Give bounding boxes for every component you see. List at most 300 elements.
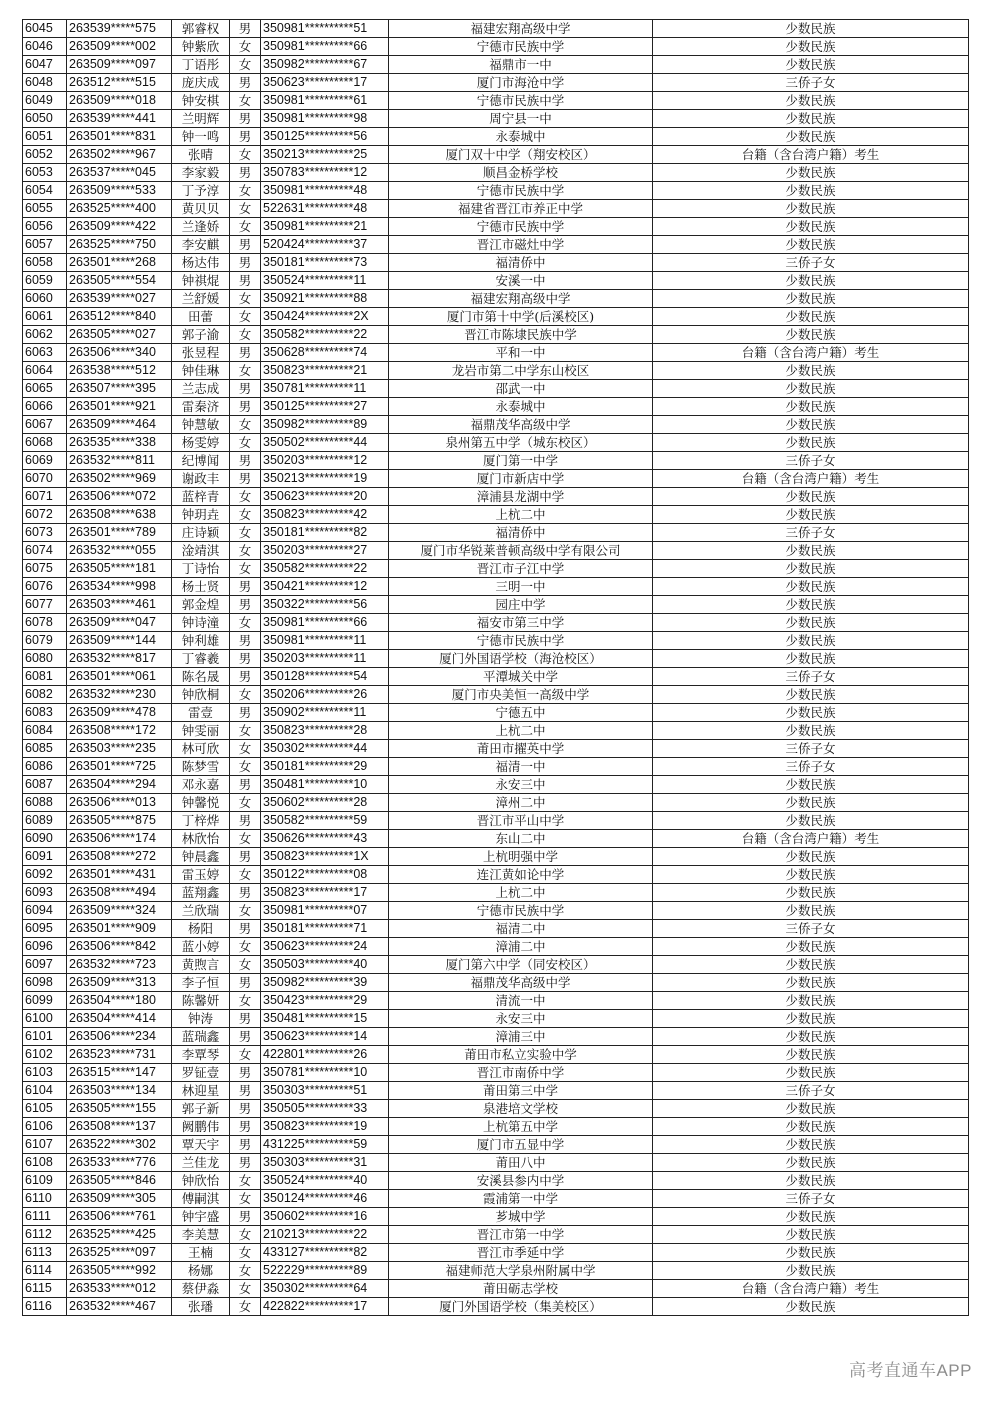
school-cell: 福清侨中 [389, 524, 653, 542]
exam-number-cell: 263507*****395 [67, 380, 172, 398]
serial-number-cell: 6068 [23, 434, 67, 452]
category-cell: 三侨子女 [653, 668, 969, 686]
table-row [23, 884, 969, 902]
school-cell: 厦门双十中学（翔安校区） [389, 146, 653, 164]
name-cell: 钟玥垚 [172, 506, 230, 524]
school-cell: 泉州第五中学（城东校区） [389, 434, 653, 452]
category-cell: 少数民族 [653, 974, 969, 992]
id-number-cell: 350524**********40 [261, 1172, 389, 1190]
table-row [23, 182, 969, 200]
table-row [23, 488, 969, 506]
school-cell: 福安市第三中学 [389, 614, 653, 632]
name-cell: 覃天宇 [172, 1136, 230, 1154]
exam-number-cell: 263532*****055 [67, 542, 172, 560]
table-row [23, 38, 969, 56]
table-row [23, 902, 969, 920]
id-number-cell: 350628**********74 [261, 344, 389, 362]
category-cell: 三侨子女 [653, 758, 969, 776]
gender-cell: 女 [230, 1172, 261, 1190]
table-row [23, 236, 969, 254]
school-cell: 莆田第三中学 [389, 1082, 653, 1100]
gender-cell: 女 [230, 794, 261, 812]
exam-number-cell: 263501*****909 [67, 920, 172, 938]
table-row [23, 776, 969, 794]
name-cell: 钟晨鑫 [172, 848, 230, 866]
table-row [23, 272, 969, 290]
table-row [23, 434, 969, 452]
serial-number-cell: 6075 [23, 560, 67, 578]
serial-number-cell: 6092 [23, 866, 67, 884]
id-number-cell: 350823**********17 [261, 884, 389, 902]
category-cell: 三侨子女 [653, 254, 969, 272]
exam-number-cell: 263505*****181 [67, 560, 172, 578]
id-number-cell: 350203**********11 [261, 650, 389, 668]
serial-number-cell: 6085 [23, 740, 67, 758]
gender-cell: 男 [230, 398, 261, 416]
school-cell: 宁德市民族中学 [389, 218, 653, 236]
serial-number-cell: 6108 [23, 1154, 67, 1172]
exam-number-cell: 263508*****494 [67, 884, 172, 902]
name-cell: 兰志成 [172, 380, 230, 398]
serial-number-cell: 6113 [23, 1244, 67, 1262]
school-cell: 永安三中 [389, 1010, 653, 1028]
exam-number-cell: 263506*****174 [67, 830, 172, 848]
name-cell: 阙鹏伟 [172, 1118, 230, 1136]
table-row [23, 1082, 969, 1100]
exam-number-cell: 263504*****414 [67, 1010, 172, 1028]
id-number-cell: 350981**********48 [261, 182, 389, 200]
id-number-cell: 350181**********82 [261, 524, 389, 542]
gender-cell: 女 [230, 416, 261, 434]
id-number-cell: 350781**********11 [261, 380, 389, 398]
name-cell: 钟欣怡 [172, 1172, 230, 1190]
table-row [23, 254, 969, 272]
student-list-table [22, 19, 969, 1316]
id-number-cell: 350602**********16 [261, 1208, 389, 1226]
table-row [23, 974, 969, 992]
serial-number-cell: 6115 [23, 1280, 67, 1298]
id-number-cell: 520424**********37 [261, 236, 389, 254]
gender-cell: 男 [230, 380, 261, 398]
school-cell: 福建宏翔高级中学 [389, 290, 653, 308]
table-row [23, 1118, 969, 1136]
gender-cell: 女 [230, 326, 261, 344]
name-cell: 雷玉婷 [172, 866, 230, 884]
name-cell: 张晴 [172, 146, 230, 164]
category-cell: 少数民族 [653, 326, 969, 344]
name-cell: 郭子新 [172, 1100, 230, 1118]
exam-number-cell: 263509*****018 [67, 92, 172, 110]
name-cell: 黄煦言 [172, 956, 230, 974]
name-cell: 田蕾 [172, 308, 230, 326]
table-row [23, 1100, 969, 1118]
table-row [23, 92, 969, 110]
serial-number-cell: 6101 [23, 1028, 67, 1046]
category-cell: 少数民族 [653, 596, 969, 614]
category-cell: 少数民族 [653, 236, 969, 254]
school-cell: 福鼎茂华高级中学 [389, 974, 653, 992]
serial-number-cell: 6065 [23, 380, 67, 398]
exam-number-cell: 263503*****235 [67, 740, 172, 758]
id-number-cell: 422801**********26 [261, 1046, 389, 1064]
school-cell: 安溪县参内中学 [389, 1172, 653, 1190]
table-row [23, 758, 969, 776]
name-cell: 林欣怡 [172, 830, 230, 848]
exam-number-cell: 263508*****172 [67, 722, 172, 740]
exam-number-cell: 263525*****400 [67, 200, 172, 218]
table-row [23, 1172, 969, 1190]
id-number-cell: 522229**********89 [261, 1262, 389, 1280]
id-number-cell: 350602**********28 [261, 794, 389, 812]
serial-number-cell: 6098 [23, 974, 67, 992]
id-number-cell: 350981**********11 [261, 632, 389, 650]
table-row [23, 290, 969, 308]
serial-number-cell: 6095 [23, 920, 67, 938]
category-cell: 少数民族 [653, 20, 969, 38]
school-cell: 莆田市私立实验中学 [389, 1046, 653, 1064]
name-cell: 李美慧 [172, 1226, 230, 1244]
category-cell: 少数民族 [653, 884, 969, 902]
school-cell: 霞浦第一中学 [389, 1190, 653, 1208]
category-cell: 少数民族 [653, 1172, 969, 1190]
exam-number-cell: 263515*****147 [67, 1064, 172, 1082]
category-cell: 三侨子女 [653, 1190, 969, 1208]
table-row [23, 992, 969, 1010]
id-number-cell: 350203**********12 [261, 452, 389, 470]
exam-number-cell: 263505*****554 [67, 272, 172, 290]
exam-number-cell: 263501*****431 [67, 866, 172, 884]
id-number-cell: 350421**********12 [261, 578, 389, 596]
category-cell: 三侨子女 [653, 1082, 969, 1100]
serial-number-cell: 6091 [23, 848, 67, 866]
gender-cell: 男 [230, 974, 261, 992]
exam-number-cell: 263509*****478 [67, 704, 172, 722]
exam-number-cell: 263505*****027 [67, 326, 172, 344]
school-cell: 顺昌金桥学校 [389, 164, 653, 182]
name-cell: 蓝小婷 [172, 938, 230, 956]
id-number-cell: 350122**********08 [261, 866, 389, 884]
serial-number-cell: 6071 [23, 488, 67, 506]
table-row [23, 722, 969, 740]
serial-number-cell: 6054 [23, 182, 67, 200]
school-cell: 厦门外国语学校（集美校区） [389, 1298, 653, 1316]
serial-number-cell: 6051 [23, 128, 67, 146]
school-cell: 永泰城中 [389, 128, 653, 146]
name-cell: 蔡伊淼 [172, 1280, 230, 1298]
school-cell: 莆田八中 [389, 1154, 653, 1172]
serial-number-cell: 6056 [23, 218, 67, 236]
exam-number-cell: 263508*****137 [67, 1118, 172, 1136]
id-number-cell: 350502**********44 [261, 434, 389, 452]
name-cell: 郭金煌 [172, 596, 230, 614]
table-row [23, 164, 969, 182]
category-cell: 台籍（含台湾户籍）考生 [653, 470, 969, 488]
category-cell: 少数民族 [653, 218, 969, 236]
category-cell: 三侨子女 [653, 920, 969, 938]
id-number-cell: 350982**********39 [261, 974, 389, 992]
id-number-cell: 350981**********66 [261, 38, 389, 56]
id-number-cell: 431225**********59 [261, 1136, 389, 1154]
category-cell: 少数民族 [653, 1046, 969, 1064]
id-number-cell: 350981**********61 [261, 92, 389, 110]
name-cell: 陈馨妍 [172, 992, 230, 1010]
serial-number-cell: 6084 [23, 722, 67, 740]
name-cell: 丁予淳 [172, 182, 230, 200]
serial-number-cell: 6089 [23, 812, 67, 830]
category-cell: 少数民族 [653, 1064, 969, 1082]
name-cell: 陈名晟 [172, 668, 230, 686]
exam-number-cell: 263525*****097 [67, 1244, 172, 1262]
exam-number-cell: 263505*****155 [67, 1100, 172, 1118]
gender-cell: 男 [230, 1082, 261, 1100]
gender-cell: 女 [230, 434, 261, 452]
gender-cell: 男 [230, 272, 261, 290]
category-cell: 少数民族 [653, 416, 969, 434]
gender-cell: 男 [230, 776, 261, 794]
school-cell: 宁德市民族中学 [389, 92, 653, 110]
id-number-cell: 350181**********29 [261, 758, 389, 776]
name-cell: 王楠 [172, 1244, 230, 1262]
table-row [23, 20, 969, 38]
school-cell: 晋江市磁灶中学 [389, 236, 653, 254]
gender-cell: 男 [230, 596, 261, 614]
school-cell: 永泰城中 [389, 398, 653, 416]
gender-cell: 男 [230, 470, 261, 488]
exam-number-cell: 263505*****992 [67, 1262, 172, 1280]
category-cell: 少数民族 [653, 308, 969, 326]
category-cell: 少数民族 [653, 704, 969, 722]
school-cell: 福鼎茂华高级中学 [389, 416, 653, 434]
exam-number-cell: 263504*****294 [67, 776, 172, 794]
category-cell: 少数民族 [653, 560, 969, 578]
table-row [23, 1064, 969, 1082]
gender-cell: 女 [230, 38, 261, 56]
category-cell: 少数民族 [653, 938, 969, 956]
name-cell: 钟紫欣 [172, 38, 230, 56]
serial-number-cell: 6106 [23, 1118, 67, 1136]
name-cell: 郭睿权 [172, 20, 230, 38]
gender-cell: 男 [230, 344, 261, 362]
serial-number-cell: 6093 [23, 884, 67, 902]
gender-cell: 女 [230, 56, 261, 74]
gender-cell: 女 [230, 830, 261, 848]
id-number-cell: 350823**********1X [261, 848, 389, 866]
table-row [23, 1046, 969, 1064]
name-cell: 钟欣桐 [172, 686, 230, 704]
school-cell: 漳浦三中 [389, 1028, 653, 1046]
gender-cell: 女 [230, 1262, 261, 1280]
id-number-cell: 350481**********10 [261, 776, 389, 794]
gender-cell: 男 [230, 128, 261, 146]
exam-number-cell: 263505*****875 [67, 812, 172, 830]
table-row [23, 56, 969, 74]
name-cell: 陈梦雪 [172, 758, 230, 776]
exam-number-cell: 263539*****441 [67, 110, 172, 128]
gender-cell: 女 [230, 290, 261, 308]
id-number-cell: 350524**********11 [261, 272, 389, 290]
exam-number-cell: 263508*****638 [67, 506, 172, 524]
school-cell: 莆田砺志学校 [389, 1280, 653, 1298]
table-row [23, 74, 969, 92]
name-cell: 李家毅 [172, 164, 230, 182]
id-number-cell: 350823**********42 [261, 506, 389, 524]
exam-number-cell: 263502*****969 [67, 470, 172, 488]
table-body [23, 20, 969, 1316]
school-cell: 厦门市华锐莱普顿高级中学有限公司 [389, 542, 653, 560]
gender-cell: 男 [230, 668, 261, 686]
gender-cell: 男 [230, 920, 261, 938]
name-cell: 郭子渝 [172, 326, 230, 344]
category-cell: 少数民族 [653, 848, 969, 866]
school-cell: 莆田市擢英中学 [389, 740, 653, 758]
exam-number-cell: 263509*****313 [67, 974, 172, 992]
category-cell: 三侨子女 [653, 452, 969, 470]
gender-cell: 男 [230, 704, 261, 722]
table-row [23, 794, 969, 812]
category-cell: 少数民族 [653, 398, 969, 416]
name-cell: 李覃琴 [172, 1046, 230, 1064]
category-cell: 少数民族 [653, 128, 969, 146]
gender-cell: 女 [230, 956, 261, 974]
category-cell: 少数民族 [653, 812, 969, 830]
table-row [23, 524, 969, 542]
serial-number-cell: 6107 [23, 1136, 67, 1154]
table-row [23, 146, 969, 164]
exam-number-cell: 263502*****967 [67, 146, 172, 164]
category-cell: 少数民族 [653, 56, 969, 74]
gender-cell: 男 [230, 1154, 261, 1172]
school-cell: 宁德市民族中学 [389, 38, 653, 56]
school-cell: 龙岩市第二中学东山校区 [389, 362, 653, 380]
school-cell: 园庄中学 [389, 596, 653, 614]
school-cell: 福清侨中 [389, 254, 653, 272]
school-cell: 福建宏翔高级中学 [389, 20, 653, 38]
category-cell: 三侨子女 [653, 740, 969, 758]
serial-number-cell: 6045 [23, 20, 67, 38]
name-cell: 钟祺焜 [172, 272, 230, 290]
table-row [23, 560, 969, 578]
school-cell: 晋江市子江中学 [389, 560, 653, 578]
gender-cell: 男 [230, 578, 261, 596]
category-cell: 少数民族 [653, 182, 969, 200]
gender-cell: 女 [230, 938, 261, 956]
category-cell: 少数民族 [653, 1028, 969, 1046]
gender-cell: 男 [230, 632, 261, 650]
name-cell: 杨雯婷 [172, 434, 230, 452]
school-cell: 厦门市央美恒一高级中学 [389, 686, 653, 704]
exam-number-cell: 263509*****324 [67, 902, 172, 920]
school-cell: 厦门第一中学 [389, 452, 653, 470]
table-row [23, 1208, 969, 1226]
exam-number-cell: 263532*****817 [67, 650, 172, 668]
serial-number-cell: 6103 [23, 1064, 67, 1082]
table-row [23, 506, 969, 524]
gender-cell: 女 [230, 218, 261, 236]
gender-cell: 男 [230, 1028, 261, 1046]
serial-number-cell: 6059 [23, 272, 67, 290]
school-cell: 漳州二中 [389, 794, 653, 812]
table-row [23, 110, 969, 128]
id-number-cell: 350982**********89 [261, 416, 389, 434]
category-cell: 少数民族 [653, 722, 969, 740]
gender-cell: 女 [230, 146, 261, 164]
school-cell: 上杭第五中学 [389, 1118, 653, 1136]
school-cell: 上杭二中 [389, 506, 653, 524]
gender-cell: 男 [230, 110, 261, 128]
category-cell: 少数民族 [653, 794, 969, 812]
category-cell: 少数民族 [653, 200, 969, 218]
id-number-cell: 350981**********98 [261, 110, 389, 128]
id-number-cell: 350582**********59 [261, 812, 389, 830]
gender-cell: 女 [230, 488, 261, 506]
table-row [23, 1154, 969, 1172]
category-cell: 台籍（含台湾户籍）考生 [653, 344, 969, 362]
name-cell: 黄贝贝 [172, 200, 230, 218]
school-cell: 邵武一中 [389, 380, 653, 398]
gender-cell: 女 [230, 866, 261, 884]
school-cell: 厦门市第十中学(后溪校区) [389, 308, 653, 326]
name-cell: 蓝翔鑫 [172, 884, 230, 902]
exam-number-cell: 263532*****723 [67, 956, 172, 974]
school-cell: 上杭二中 [389, 722, 653, 740]
serial-number-cell: 6102 [23, 1046, 67, 1064]
id-number-cell: 350783**********12 [261, 164, 389, 182]
id-number-cell: 350981**********07 [261, 902, 389, 920]
table-row [23, 1280, 969, 1298]
category-cell: 少数民族 [653, 362, 969, 380]
school-cell: 芗城中学 [389, 1208, 653, 1226]
category-cell: 少数民族 [653, 650, 969, 668]
exam-number-cell: 263523*****731 [67, 1046, 172, 1064]
serial-number-cell: 6078 [23, 614, 67, 632]
table-row [23, 920, 969, 938]
gender-cell: 女 [230, 722, 261, 740]
id-number-cell: 350213**********25 [261, 146, 389, 164]
id-number-cell: 350981**********51 [261, 20, 389, 38]
exam-number-cell: 263506*****340 [67, 344, 172, 362]
name-cell: 钟雯丽 [172, 722, 230, 740]
table-row [23, 686, 969, 704]
category-cell: 少数民族 [653, 614, 969, 632]
name-cell: 雷秦济 [172, 398, 230, 416]
category-cell: 少数民族 [653, 542, 969, 560]
exam-number-cell: 263509*****533 [67, 182, 172, 200]
name-cell: 钟诗潼 [172, 614, 230, 632]
category-cell: 少数民族 [653, 866, 969, 884]
watermark: 高考直通车APP [848, 1361, 972, 1380]
exam-number-cell: 263535*****338 [67, 434, 172, 452]
serial-number-cell: 6061 [23, 308, 67, 326]
school-cell: 福鼎市一中 [389, 56, 653, 74]
table-row [23, 812, 969, 830]
serial-number-cell: 6064 [23, 362, 67, 380]
serial-number-cell: 6063 [23, 344, 67, 362]
school-cell: 晋江市平山中学 [389, 812, 653, 830]
school-cell: 厦门市新店中学 [389, 470, 653, 488]
id-number-cell: 350582**********22 [261, 326, 389, 344]
table-row [23, 344, 969, 362]
id-number-cell: 350423**********29 [261, 992, 389, 1010]
name-cell: 丁梓烨 [172, 812, 230, 830]
school-cell: 周宁县一中 [389, 110, 653, 128]
school-cell: 福清一中 [389, 758, 653, 776]
id-number-cell: 350623**********14 [261, 1028, 389, 1046]
category-cell: 少数民族 [653, 164, 969, 182]
gender-cell: 男 [230, 1208, 261, 1226]
category-cell: 少数民族 [653, 1136, 969, 1154]
exam-number-cell: 263504*****180 [67, 992, 172, 1010]
serial-number-cell: 6074 [23, 542, 67, 560]
